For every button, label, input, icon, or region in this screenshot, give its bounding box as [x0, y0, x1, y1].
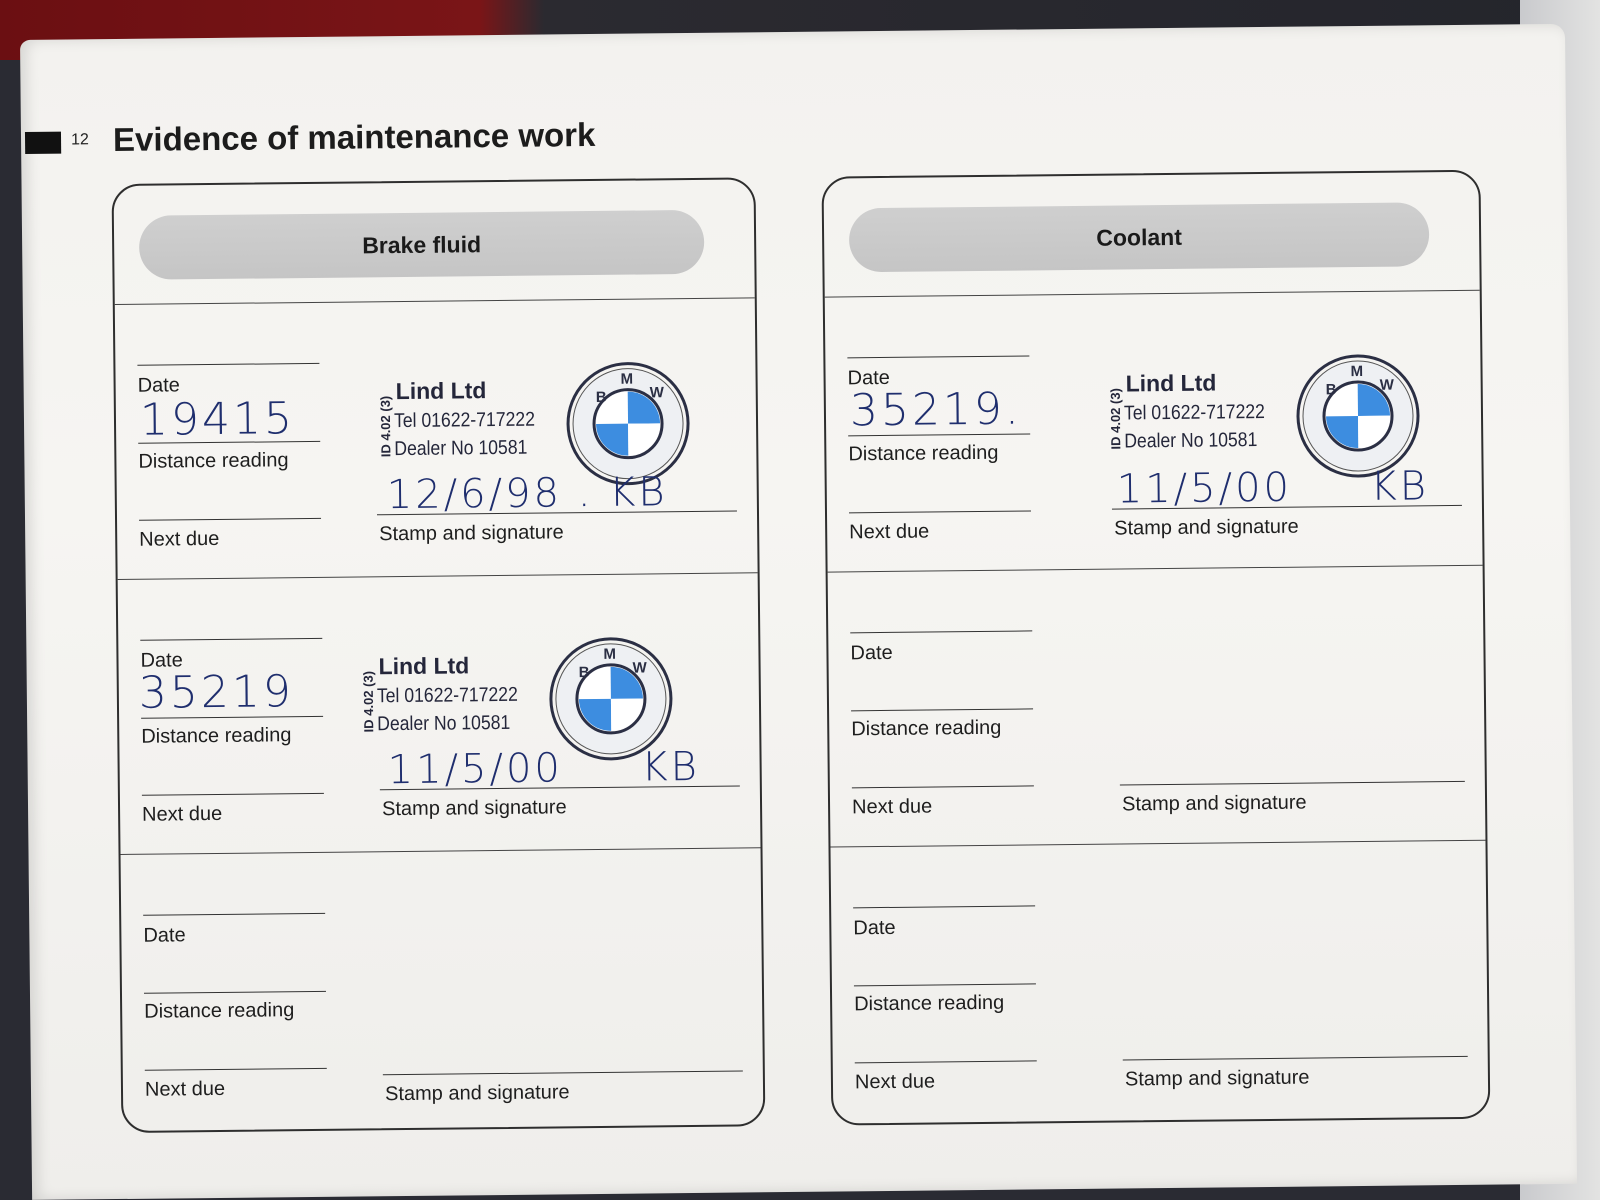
next-due-line [139, 518, 321, 521]
date-label: Date [137, 374, 180, 397]
distance-label: Distance reading [854, 991, 1005, 1016]
stamp-signature-label: Stamp and signature [381, 796, 567, 821]
date-label: Date [850, 641, 893, 665]
svg-text:B: B [595, 388, 607, 406]
bmw-emblem-icon [565, 361, 690, 486]
date-label: Date [847, 366, 890, 390]
stamp-signature-label: Stamp and signature [1124, 1066, 1310, 1091]
bmw-emblem-icon [548, 636, 673, 761]
svg-text:M: M [1350, 362, 1364, 381]
signature: 11/5/00 KB [1116, 463, 1430, 513]
svg-text:W: W [632, 659, 647, 677]
distance-line [144, 991, 326, 994]
signature-line [383, 1070, 743, 1075]
distance-label: Distance reading [848, 441, 999, 466]
card-header [114, 179, 755, 305]
booklet-page [20, 24, 1577, 1200]
stamp-tel: Tel 01622-717222 [1123, 400, 1266, 425]
date-line [853, 905, 1035, 908]
stamp-dealer-no: Dealer No 10581 [394, 436, 528, 461]
distance-label: Distance reading [138, 449, 289, 473]
distance-label: Distance reading [144, 999, 295, 1023]
maintenance-entry [118, 573, 761, 855]
date-label: Date [853, 916, 896, 940]
date-line [850, 630, 1032, 633]
stamp-side-code: ID 4.02 (3) [360, 670, 377, 733]
stamp-signature-label: Stamp and signature [1114, 515, 1299, 540]
date-label: Date [140, 649, 183, 672]
next-due-label: Next due [849, 520, 930, 544]
stamp-dealer-no: Dealer No 10581 [1124, 429, 1258, 453]
brake-fluid-card [112, 177, 766, 1133]
date-line [140, 638, 322, 641]
bmw-emblem-icon [1295, 353, 1420, 478]
signature: 12/6/98 . KB [386, 469, 668, 519]
card-heading: Coolant [849, 202, 1430, 272]
distance-line [851, 708, 1033, 711]
stamp-dealer-name: Lind Ltd [395, 377, 487, 405]
signature-line [1123, 1056, 1468, 1061]
stamp-tel: Tel 01622-717222 [376, 683, 518, 708]
svg-text:B: B [578, 664, 590, 682]
next-due-label: Next due [144, 1077, 226, 1101]
page-title: Evidence of maintenance work [112, 115, 596, 159]
coolant-card [821, 170, 1490, 1126]
distance-value: 35219. [849, 383, 1023, 437]
maintenance-entry [115, 298, 758, 580]
stamp-side-code: ID 4.02 (3) [1107, 388, 1124, 450]
stamp-signature-label: Stamp and signature [384, 1081, 570, 1106]
signature: 11/5/00 KB [387, 743, 701, 794]
next-due-line [142, 793, 324, 796]
svg-text:M: M [603, 645, 617, 663]
date-line [143, 913, 325, 916]
maintenance-entry [121, 848, 764, 1129]
stamp-signature-label: Stamp and signature [379, 521, 564, 546]
next-due-label: Next due [851, 795, 933, 819]
distance-line [854, 983, 1036, 986]
svg-text:B: B [1325, 381, 1337, 399]
distance-label: Distance reading [851, 716, 1002, 741]
signature-line [1120, 781, 1465, 786]
card-heading: Brake fluid [139, 210, 705, 280]
date-line [847, 355, 1029, 358]
stamp-tel: Tel 01622-717222 [393, 408, 536, 433]
svg-text:W: W [1379, 376, 1394, 394]
distance-label: Distance reading [141, 724, 292, 748]
maintenance-entry [831, 841, 1489, 1122]
next-due-line [849, 510, 1031, 513]
stamp-side-code: ID 4.02 (3) [377, 395, 394, 458]
next-due-label: Next due [139, 527, 220, 551]
next-due-label: Next due [142, 802, 223, 826]
thumb-tab-marker [25, 132, 61, 154]
svg-text:W: W [649, 384, 664, 402]
stamp-dealer-name: Lind Ltd [1125, 369, 1217, 397]
svg-text:M: M [620, 370, 634, 388]
next-due-line [145, 1068, 327, 1071]
stamp-dealer-name: Lind Ltd [378, 652, 470, 680]
stamp-signature-label: Stamp and signature [1121, 791, 1307, 816]
stamp-dealer-no: Dealer No 10581 [377, 711, 511, 736]
next-due-line [855, 1060, 1037, 1063]
date-label: Date [143, 924, 186, 947]
distance-value: 19415 [139, 393, 296, 446]
distance-value: 35219 [138, 666, 295, 719]
maintenance-entry [825, 291, 1483, 573]
maintenance-entry [828, 566, 1486, 848]
next-due-label: Next due [854, 1070, 936, 1094]
next-due-line [852, 785, 1034, 788]
date-line [137, 363, 319, 366]
page-number: 12 [70, 131, 89, 149]
card-header [823, 172, 1479, 298]
